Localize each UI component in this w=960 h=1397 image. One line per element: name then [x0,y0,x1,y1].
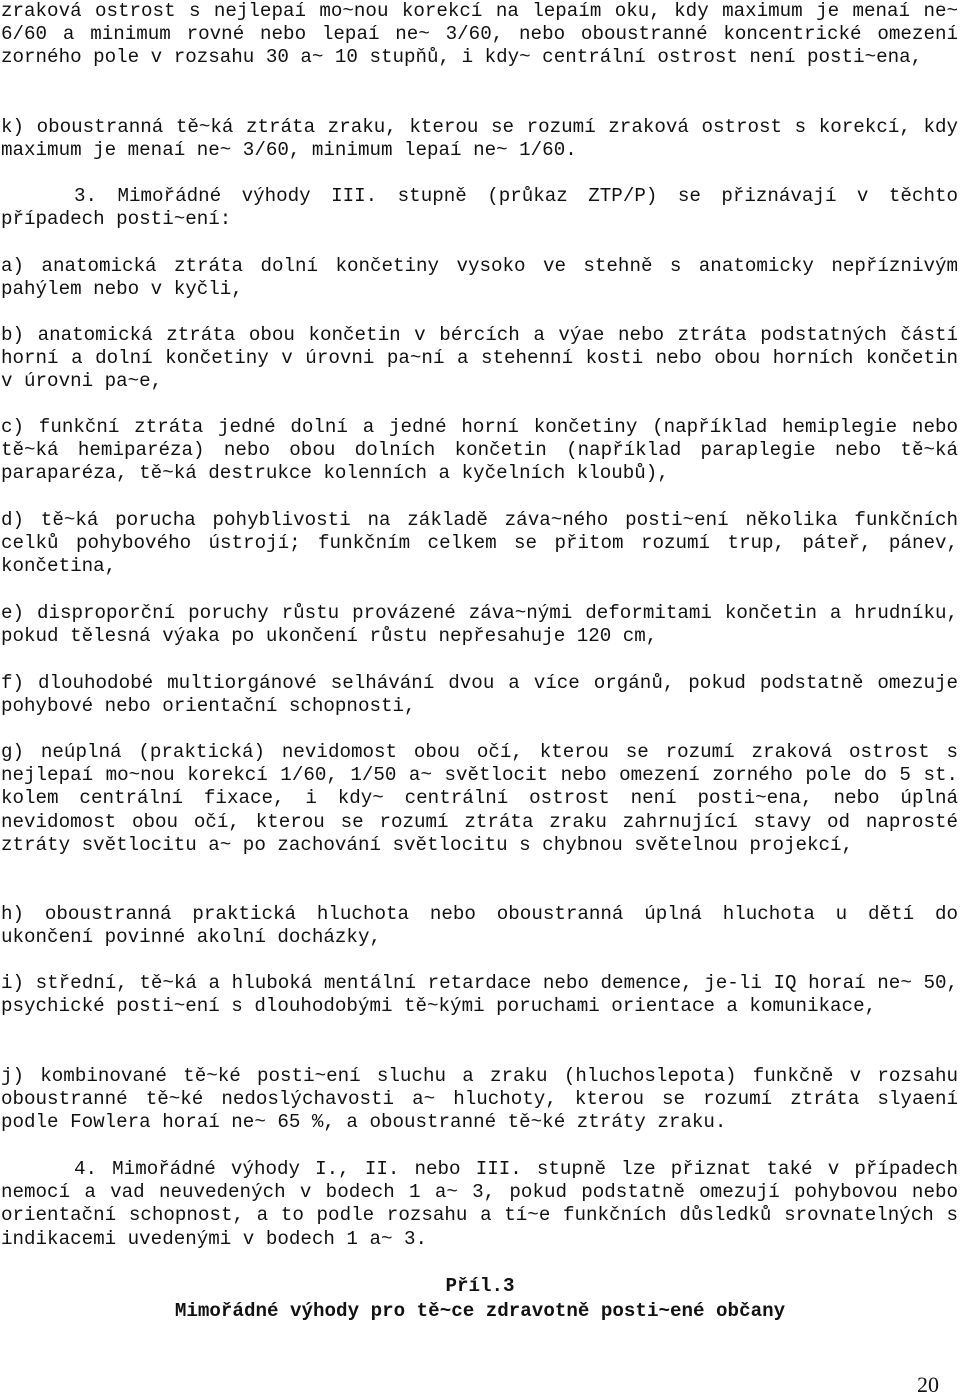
paragraph-e: e) disproporční poruchy růstu provázené záva~nými deformitami končetin a hrudníku, pokud tělesná výaka po ukončení růstu nepřesahuje 120 cm, [1,602,958,648]
paragraph-section-4: 4. Mimořádné výhody I., II. nebo III. stupně lze přiznat také v případech nemocí a vad neuvedených v bodech 1 a~ 3, pokud podstatně omezují pohybovou nebo orientační schopnost, a to podle rozsahu a tí~e funkčních důsledků srovnatelných s indikacemi uvedenými v bodech 1 a~ 3. [1,1158,958,1250]
paragraph-c: c) funkční ztráta jedné dolní a jedné horní končetiny (například hemiplegie nebo tě~ká hemiparéza) nebo obou dolních končetin (například paraplegie nebo tě~ká paraparéza, tě~ká destrukce kolenních a kyčelních kloubů), [1,416,958,485]
paragraph-f: f) dlouhodobé multiorgánové selhávání dvou a více orgánů, pokud podstatně omezuje pohybové nebo orientační schopnosti, [1,672,958,718]
paragraph-vision-criteria-continued: zraková ostrost s nejlepaí mo~nou korekcí na lepaím oku, kdy maximum je menaí ne~ 6/60 a minimum rovné nebo lepaí ne~ 3/60, nebo oboustranné koncentrické omezení zorného pole v rozsahu 30 a~ 10 stupňů, i kdy~ centrální ostrost není posti~ena, [1,0,958,69]
paragraph-i: i) střední, tě~ká a hluboká mentální retardace nebo demence, je-li IQ horaí ne~ 50, psychické posti~ení s dlouhodobými tě~kými poruchami orientace a komunikace, [1,972,958,1018]
paragraph-section-3: 3. Mimořádné výhody III. stupně (průkaz ZTP/P) se přiznávají v těchto případech posti~ení: [1,185,958,231]
paragraph-j: j) kombinované tě~ké posti~ení sluchu a zraku (hluchoslepota) funkčně v rozsahu oboustranné tě~ké nedoslýchavosti a~ hluchoty, kterou se rozumí ztráta slyaení podle Fowlera horaí ne~ 65 %, a oboustranné tě~ké ztráty zraku. [1,1065,958,1134]
paragraph-b: b) anatomická ztráta obou končetin v bércích a výae nebo ztráta podstatných částí horní a dolní končetiny v úrovni pa~ní a stehenní kosti nebo obou horních končetin v úrovni pa~e, [1,324,958,393]
paragraph-h: h) oboustranná praktická hluchota nebo oboustranná úplná hluchota u dětí do ukončení povinné akolní docházky, [1,903,958,949]
page-number: 20 [917,1372,939,1397]
paragraph-d: d) tě~ká porucha pohyblivosti na základě záva~ného posti~ení několika funkčních celků pohybového ústrojí; funkčním celkem se přitom rozumí trup, páteř, pánev, končetina, [1,509,958,578]
paragraph-a: a) anatomická ztráta dolní končetiny vysoko ve stehně s anatomicky nepříznivým pahýlem nebo v kyčli, [1,255,958,301]
appendix-label: Příl.3 [445,1275,515,1297]
paragraph-g: g) neúplná (praktická) nevidomost obou očí, kterou se rozumí zraková ostrost s nejlepaí mo~nou korekcí 1/60, 1/50 a~ světlocit nebo omezení zorného pole do 5 st. kolem centrální fixace, i kdy~ centrální ostrost není posti~ena, nebo úplná nevidomost obou očí, kterou se rozumí ztráta zraku zahrnující stavy od naprosté ztráty světlocitu a~ po zachování světlocitu s chybnou světelnou projekcí, [1,741,958,856]
paragraph-k: k) oboustranná tě~ká ztráta zraku, kterou se rozumí zraková ostrost s korekcí, kdy maximum je menaí ne~ 3/60, minimum lepaí ne~ 1/60. [1,116,958,162]
appendix-title: Mimořádné výhody pro tě~ce zdravotně posti~ené občany [174,1300,786,1322]
